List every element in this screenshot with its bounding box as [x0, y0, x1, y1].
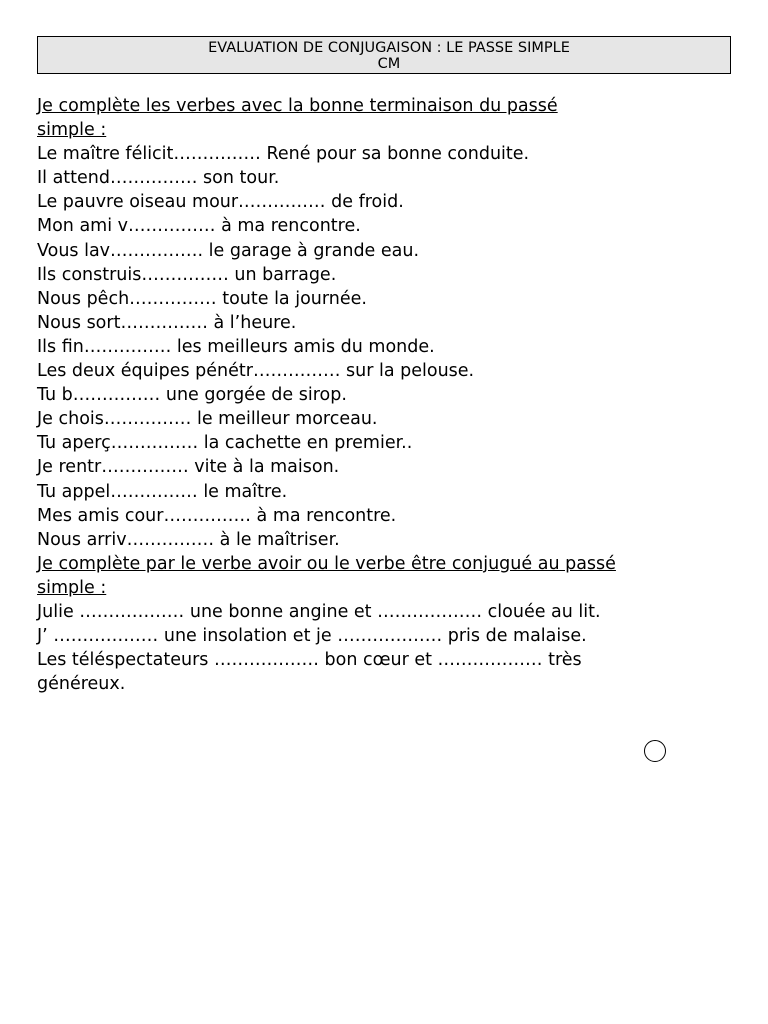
exercise-1-sentence: Le pauvre oiseau mour…………… de froid.: [37, 192, 404, 213]
exercise-2-sentence: Julie ……………… une bonne angine et ……………… clouée au lit.: [37, 601, 601, 622]
exercise-2-instruction-line-1: Je complète par le verbe avoir ou le verbe être conjugué au passé: [37, 553, 616, 574]
exercise-1-instruction-line-2: simple :: [37, 120, 107, 141]
exercise-1-sentence: Mes amis cour…………… à ma rencontre.: [37, 505, 397, 526]
circle-mark: [644, 740, 666, 762]
exercise-1-sentence: Nous sort…………… à l’heure.: [37, 312, 297, 333]
page-title: EVALUATION DE CONJUGAISON : LE PASSE SIMPLE: [208, 40, 570, 56]
exercise-1-sentence: Il attend…………… son tour.: [37, 168, 280, 189]
exercise-1-sentence: Je rentr…………… vite à la maison.: [37, 457, 340, 478]
exercise-1-sentence: Ils construis…………… un barrage.: [37, 264, 337, 285]
exercise-1-sentence: Le maître félicit…………… René pour sa bonne conduite.: [37, 144, 530, 165]
title-box: [37, 36, 731, 74]
exercise-1-sentence: Tu b…………… une gorgée de sirop.: [37, 385, 347, 406]
exercise-1-sentence: Vous lav……………. le garage à grande eau.: [37, 240, 420, 261]
exercise-1-sentence: Je chois…………… le meilleur morceau.: [37, 409, 378, 430]
exercise-1-sentence: Tu appel…………… le maître.: [37, 481, 288, 502]
exercise-1-sentence: Tu aperç…………… la cachette en premier..: [37, 433, 413, 454]
class-level: CM: [377, 56, 401, 72]
exercise-1-sentence: Ils fin…………… les meilleurs amis du monde.: [37, 336, 435, 357]
exercise-1-sentence: Nous arriv…………… à le maîtriser.: [37, 529, 340, 550]
exercise-2-sentence: généreux.: [37, 674, 126, 695]
worksheet-body: [37, 94, 737, 696]
exercise-2-sentence: Les téléspectateurs ……………… bon cœur et ……………… très: [37, 650, 582, 671]
exercise-1-instruction-line-1: Je complète les verbes avec la bonne terminaison du passé: [37, 96, 558, 116]
exercise-2-sentence: J’ ……………… une insolation et je ……………… pris de malaise.: [37, 626, 587, 647]
exercise-2-instruction-line-2: simple :: [37, 577, 107, 598]
exercise-1-sentence: Mon ami v…………… à ma rencontre.: [37, 216, 361, 237]
exercise-1-sentence: Nous pêch…………… toute la journée.: [37, 288, 367, 309]
exercise-1-sentence: Les deux équipes pénétr…………… sur la pelouse.: [37, 361, 475, 382]
